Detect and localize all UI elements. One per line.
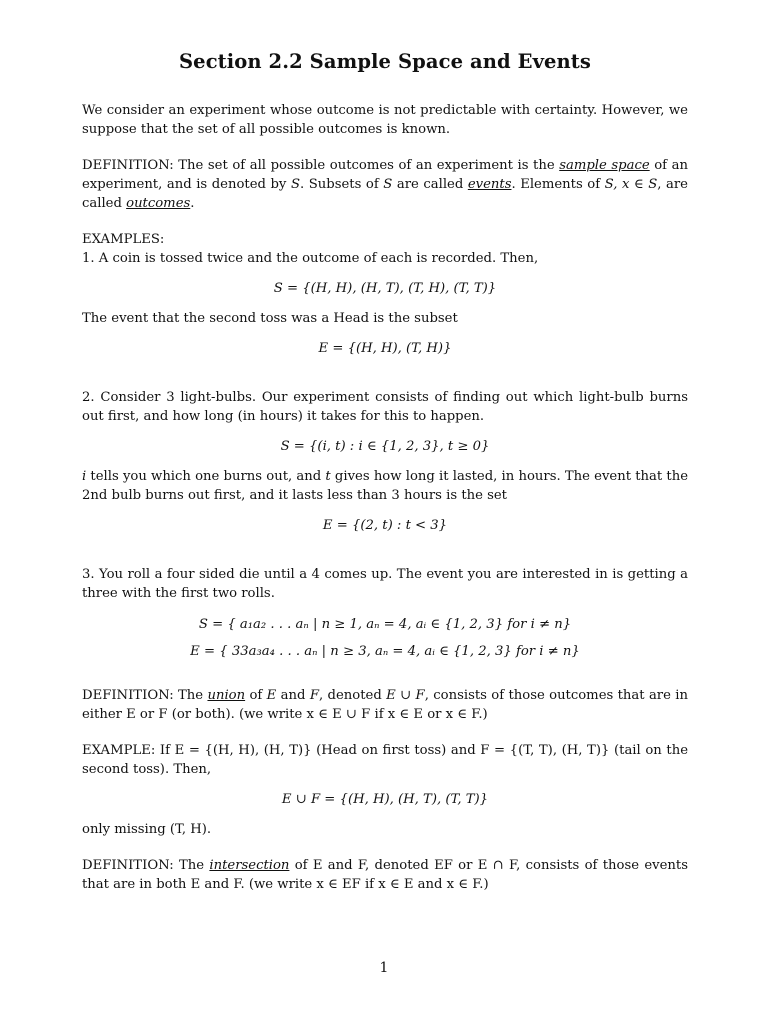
equation-text: S = {(H, H), (H, T), (T, H), (T, T)} — [273, 281, 497, 296]
example2-equation-E — [82, 516, 688, 535]
example2-text2-b: gives how long it lasted, in hours. The event that the 2nd bulb burns out first, and it lasts less than 3 hours is the set — [82, 469, 688, 503]
def2-text-b: of — [245, 688, 267, 703]
equation-text: E = {(2, t) : t < 3} — [322, 518, 448, 533]
symbol-t: t — [325, 469, 331, 484]
def2-text-a: DEFINITION: The — [82, 688, 208, 703]
example2-text: 2. Consider 3 light-bulbs. Our experiment consists of finding out which light-bulb burns out first, and how long (in hours) it takes for this to happen. — [82, 390, 688, 424]
def2-text-e: , consists of those outcomes that are in either E or F (or both). (we write x ∈ E ∪ F if x ∈ E or x ∈ F.) — [82, 688, 688, 722]
def2-text-c: and — [276, 688, 310, 703]
symbol-S: S — [383, 177, 393, 192]
intro-paragraph: We consider an experiment whose outcome is not predictable with certainty. However, we suppose that the set of all possible outcomes is known. — [82, 103, 688, 137]
def3-text-a: DEFINITION: The — [82, 858, 210, 873]
equation-text: E = {(H, H), (T, H)} — [318, 341, 452, 356]
symbol-E: E — [266, 688, 277, 703]
example4-text: EXAMPLE: If E = {(H, H), (H, T)} (Head on first toss) and F = {(T, T), (H, T)} (tail on the second toss). Then, — [82, 743, 688, 777]
example2-text2-a: tells you which one burns out, and — [86, 469, 326, 484]
term-union: union — [207, 688, 246, 703]
definition-intersection — [82, 856, 688, 894]
example1-text: 1. A coin is tossed twice and the outcome of each is recorded. Then, — [82, 251, 539, 266]
symbol-F: F — [309, 688, 319, 703]
def1-text-d: are called — [392, 177, 468, 192]
definition-sample-space — [82, 156, 688, 213]
def1-text-a: DEFINITION: The set of all possible outcomes of an experiment is the — [82, 158, 560, 173]
symbol-E-union-F: E ∪ F — [386, 688, 425, 703]
page-content — [82, 48, 688, 894]
def1-text-b: of an experiment, and is denoted by — [82, 158, 688, 192]
page-number: 1 — [379, 960, 389, 976]
example2-equation-S — [82, 437, 688, 456]
example1-equation-E — [82, 339, 688, 358]
example1-equation-S — [82, 279, 688, 298]
def3-text-b: of E and F, denoted EF or E ∩ F, consists of those events that are in both E and F. (we write x ∈ EF if x ∈ E and x ∈ F.) — [82, 858, 688, 892]
equation-text: S = { a₁a₂ . . . aₙ | n ≥ 1, aₙ = 4, aᵢ ∈ {1, 2, 3} for i ≠ n} — [198, 617, 572, 632]
term-sample-space: sample space — [559, 158, 650, 173]
def1-text-f: , are called — [82, 177, 688, 211]
term-outcomes: outcomes — [126, 196, 191, 211]
def1-text-g: . — [190, 196, 195, 211]
symbol-S: S — [290, 177, 300, 192]
definition-union — [82, 686, 688, 724]
symbol-x-in-S: S, x ∈ S — [604, 177, 658, 192]
example1-text2: The event that the second toss was a Head is the subset — [82, 311, 458, 326]
example3-equation-E — [82, 642, 688, 661]
def1-text-c: . Subsets of — [299, 177, 384, 192]
term-events: events — [467, 177, 512, 192]
equation-text: E = { 33a₃a₄ . . . aₙ | n ≥ 3, aₙ = 4, aᵢ ∈ {1, 2, 3} for i ≠ n} — [190, 644, 580, 659]
equation-text: S = {(i, t) : i ∈ {1, 2, 3}, t ≥ 0} — [280, 439, 490, 454]
def2-text-d: , denoted — [319, 688, 387, 703]
examples-label: EXAMPLES: — [82, 232, 165, 247]
symbol-i: i — [82, 469, 87, 484]
example4-equation — [82, 790, 688, 809]
def1-text-e: . Elements of — [511, 177, 605, 192]
section-title: Section 2.2 Sample Space and Events — [179, 50, 591, 73]
equation-text: E ∪ F = {(H, H), (H, T), (T, T)} — [281, 792, 489, 807]
example3-text: 3. You roll a four sided die until a 4 comes up. The event you are interested in is getting a three with the first two rolls. — [82, 567, 688, 601]
example3-equation-S — [82, 615, 688, 634]
example2-text2 — [82, 467, 688, 505]
term-intersection: intersection — [209, 858, 290, 873]
example4-text2: only missing (T, H). — [82, 822, 212, 837]
